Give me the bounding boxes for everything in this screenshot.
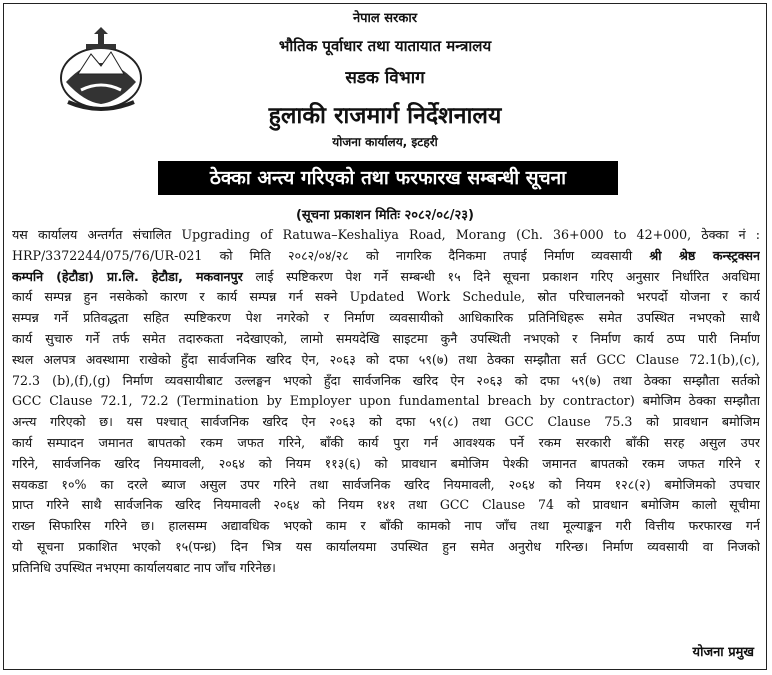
publication-date: (सूचना प्रकाशन मितिः २०८२/०८/२३) — [295, 208, 474, 223]
body-line: प्रतिनिधि उपस्थित नभएमा कार्यालयबाट नाप जाँच गरिनेछ। — [12, 559, 276, 575]
contractor-name: श्री श्रेष्ठ कन्स्ट्रक्सन — [649, 247, 760, 263]
body-line-text: HRP/3372244/075/76/UR-021 को मिति २०८२/०४/२८ को नागरिक दैनिकमा तपाई निर्माण व्यवसायी — [12, 247, 633, 263]
government-name: नेपाल सरकार — [352, 11, 418, 26]
body-line: प्राप्त गरिने साथै सार्वजनिक खरिद नियमावली २०६४ को नियम १४१ तथा GCC Clause 74 को प्रावधान बमोजिम कालो सूचीमा — [12, 497, 760, 513]
notice-title: ठेक्का अन्त्य गरिएको तथा फरफारख सम्बन्धी सूचना — [158, 161, 618, 195]
body-line: यो सूचना प्रकाशित भएको १५(पन्ध्र) दिन भित्र यस कार्यालयमा उपस्थित हुन समेत अनुरोध गरिन्छ। निर्माण व्यवसायी वा निजको — [12, 538, 760, 554]
notice-frame — [3, 3, 767, 670]
body-line-text: लाई स्पष्टिकरण पेश गर्ने सम्बन्धी १५ दिने सूचना प्रकाशन गरिए अनुसार निर्धारित अवधिमा — [242, 268, 760, 284]
notice-body — [12, 225, 760, 579]
signoff: योजना प्रमुख — [692, 645, 754, 660]
body-line: 72.3 (b),(f),(g) निर्माण व्यवसायीबाट उल्लङ्घन भएको हुँदा सार्वजनिक खरिद ऐन २०६३ को दफा ५९(७) तथा ठेक्का सम्झौता सर्तको — [12, 372, 760, 388]
body-line: गरिने, सार्वजनिक खरिद नियमावली, २०६४ को नियम ११३(६) को प्रावधान बमोजिम पेश्की जमानत बापतको रकम जफत गरिने र — [12, 455, 760, 471]
office-name: योजना कार्यालय, इटहरी — [332, 135, 438, 149]
department-name: सडक विभाग — [345, 68, 425, 88]
body-line: सयकडा १०% का दरले ब्याज असुल उपर गरिने तथा सार्वजनिक खरिद नियमावली, २०६४ को नियम १२८(२) बमोजिमको उपचार — [12, 476, 760, 492]
contractor-name-cont: कम्पनि (हेटौडा) प्रा.लि. हेटौडा, मकवानपुर — [12, 268, 243, 284]
body-line — [12, 267, 760, 288]
body-line: कार्य सम्पादन जमानत बापतको रकम जफत गरिने, बाँकी कार्य पुरा गर्न आवश्यक पर्ने रकम सरकारी बाँकी सरह असुल उपर — [12, 434, 760, 450]
body-line: अन्त्य गरिएको छ। यस पश्चात् सार्वजनिक खरिद ऐन २०६३ को दफा ५९(८) तथा GCC Clause 75.3 को प्रावधान बमोजिम — [12, 414, 760, 430]
body-line: स्थल अलपत्र अवस्थामा राखेको हुँदा सार्वजनिक खरिद ऐन, २०६३ को दफा ५९(७) तथा ठेक्का सम्झौता सर्त GCC Clause 72.1(b),(c), — [12, 351, 760, 367]
body-line: GCC Clause 72.1, 72.2 (Termination by Employer upon fundamental breach by contractor) बमोजिम ठेक्का सम्झौता — [12, 393, 760, 409]
body-line — [12, 246, 760, 267]
body-line: कार्य सम्पन्न हुन नसकेको कारण र कार्य सम्पन्न गर्न सक्ने Updated Work Schedule, स्रोत परिचालनको भरपर्दो योजना र कार्य — [12, 289, 760, 305]
ministry-name: भौतिक पूर्वाधार तथा यातायात मन्त्रालय — [278, 37, 492, 55]
body-line: राख्न सिफारिस गरिने छ। हालसम्म अद्यावधिक भएको काम र बाँकी कामको नाप जाँच तथा मूल्याङ्कन गरी वित्तीय फरफारख गर्न — [12, 518, 760, 534]
body-line: यस कार्यालय अन्तर्गत संचालित Upgrading of Ratuwa–Keshaliya Road, Morang (Ch. 36+000 to 42+000, ठेक्का नं : — [12, 227, 760, 242]
body-line: कार्य सुचारु गर्ने तर्फ समेत तदारुकता नदेखाएको, लामो समयदेखि साइटमा कुनै उपस्थिती नभएको र निर्माण कार्य ठप्प पारी निर्माण — [12, 330, 760, 346]
directorate-name: हुलाकी राजमार्ग निर्देशनालय — [268, 103, 502, 129]
body-line: सम्पन्न गर्ने प्रतिवद्धता सहित स्पष्टिकरण पेश नगरेको र निर्माण व्यवसायीको आधिकारिक प्रतिनिधिहरू समेत उपस्थित नभएको साथै — [12, 310, 760, 326]
